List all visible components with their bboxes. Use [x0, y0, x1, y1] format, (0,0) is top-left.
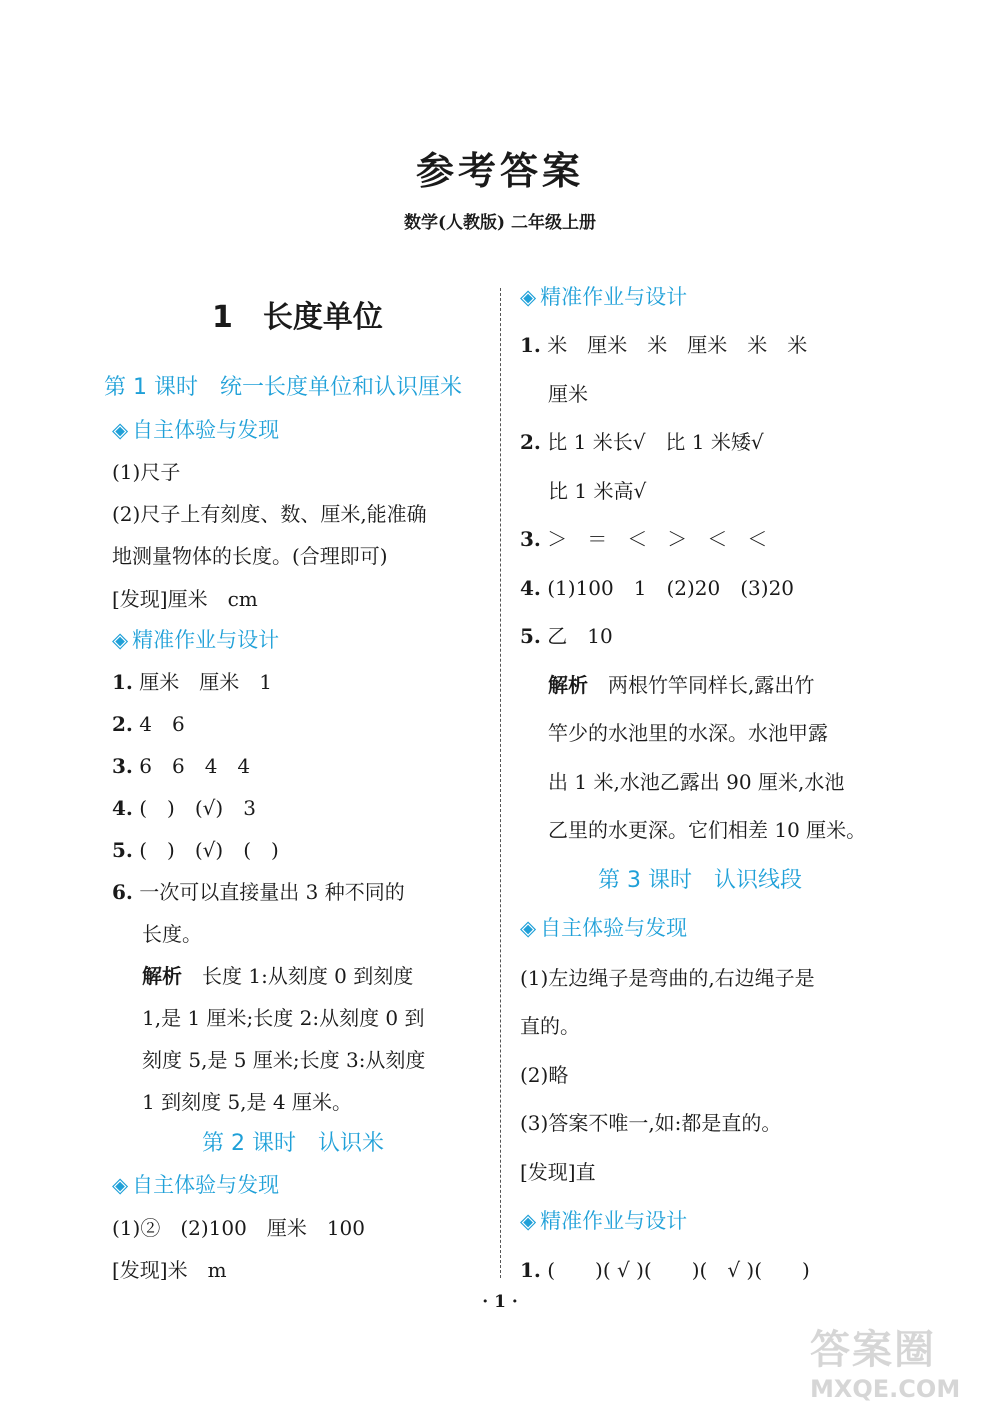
- answer-line: 直的。: [520, 1014, 580, 1038]
- answer-line: (2)略: [520, 1063, 569, 1087]
- lesson-heading-2: 第 2 课时 认识米: [202, 1131, 384, 1156]
- answer-line: (2)尺子上有刻度、数、厘米,能准确: [112, 502, 427, 526]
- explanation: 解析 两根竹竿同样长,露出竹: [548, 673, 815, 697]
- question-3: 3. 6 6 4 4: [112, 754, 251, 778]
- answer-line: 地测量物体的长度。(合理即可): [112, 544, 388, 568]
- diamond-icon: ◈: [520, 285, 537, 309]
- question-2: 2. 比 1 米长√ 比 1 米矮√: [520, 430, 764, 454]
- question-5: 5. ( ) (√) ( ): [112, 838, 279, 862]
- answer-line: 长度。: [142, 922, 202, 946]
- question-1: 1. 米 厘米 米 厘米 米 米: [520, 333, 808, 357]
- section-heading: ◈ 自主体验与发现: [520, 916, 688, 940]
- explanation: 解析 长度 1:从刻度 0 到刻度: [142, 964, 414, 988]
- page-number: · 1 ·: [482, 1292, 518, 1312]
- watermark-logo: 答案圈 MXQE.COM: [810, 1327, 961, 1403]
- answer-line: [发现]厘米 cm: [112, 587, 258, 611]
- section-heading: ◈ 自主体验与发现: [112, 1173, 280, 1197]
- question-2: 2. 4 6: [112, 712, 185, 736]
- diamond-icon: ◈: [112, 628, 129, 652]
- diamond-icon: ◈: [520, 1209, 537, 1233]
- answer-line: [发现]直: [520, 1160, 596, 1184]
- question-5: 5. 乙 10: [520, 624, 613, 648]
- page-title: 参考答案: [415, 148, 584, 193]
- answer-line: (1)② (2)100 厘米 100: [112, 1216, 366, 1240]
- section-heading: ◈ 自主体验与发现: [112, 418, 280, 442]
- column-divider: [500, 288, 501, 1278]
- explanation-line: 乙里的水更深。它们相差 10 厘米。: [548, 818, 867, 842]
- unit-title: 1 长度单位: [212, 300, 383, 335]
- diamond-icon: ◈: [520, 916, 537, 940]
- section-heading: ◈ 精准作业与设计: [520, 285, 688, 309]
- lesson-heading-3: 第 3 课时 认识线段: [598, 868, 802, 893]
- explanation-line: 出 1 米,水池乙露出 90 厘米,水池: [548, 770, 845, 794]
- question-4: 4. ( ) (√) 3: [112, 796, 256, 820]
- question-1: 1. 厘米 厘米 1: [112, 670, 272, 694]
- section-heading: ◈ 精准作业与设计: [520, 1209, 688, 1233]
- diamond-icon: ◈: [112, 1173, 129, 1197]
- explanation-line: 刻度 5,是 5 厘米;长度 3:从刻度: [142, 1048, 426, 1072]
- answer-line: (3)答案不唯一,如:都是直的。: [520, 1111, 782, 1135]
- answer-line: (1)尺子: [112, 460, 181, 484]
- answer-line: [发现]米 m: [112, 1258, 227, 1282]
- answer-line: (1)左边绳子是弯曲的,右边绳子是: [520, 966, 815, 990]
- explanation-line: 1,是 1 厘米;长度 2:从刻度 0 到: [142, 1006, 425, 1030]
- question-1: 1. ( )( √ )( )( √ )( ): [520, 1258, 810, 1282]
- answer-line: 厘米: [548, 382, 588, 406]
- question-4: 4. (1)100 1 (2)20 (3)20: [520, 576, 795, 600]
- diamond-icon: ◈: [112, 418, 129, 442]
- explanation-line: 1 到刻度 5,是 4 厘米。: [142, 1090, 352, 1114]
- lesson-heading-1: 第 1 课时 统一长度单位和认识厘米: [104, 375, 462, 400]
- answer-line: 比 1 米高√: [548, 479, 647, 503]
- question-6: 6. 一次可以直接量出 3 种不同的: [112, 880, 405, 904]
- question-3: 3. ＞ ＝ ＜ ＞ ＜ ＜: [520, 527, 768, 551]
- explanation-line: 竿少的水池里的水深。水池甲露: [548, 721, 828, 745]
- page-subtitle: 数学(人教版) 二年级上册: [403, 213, 596, 233]
- section-heading: ◈ 精准作业与设计: [112, 628, 280, 652]
